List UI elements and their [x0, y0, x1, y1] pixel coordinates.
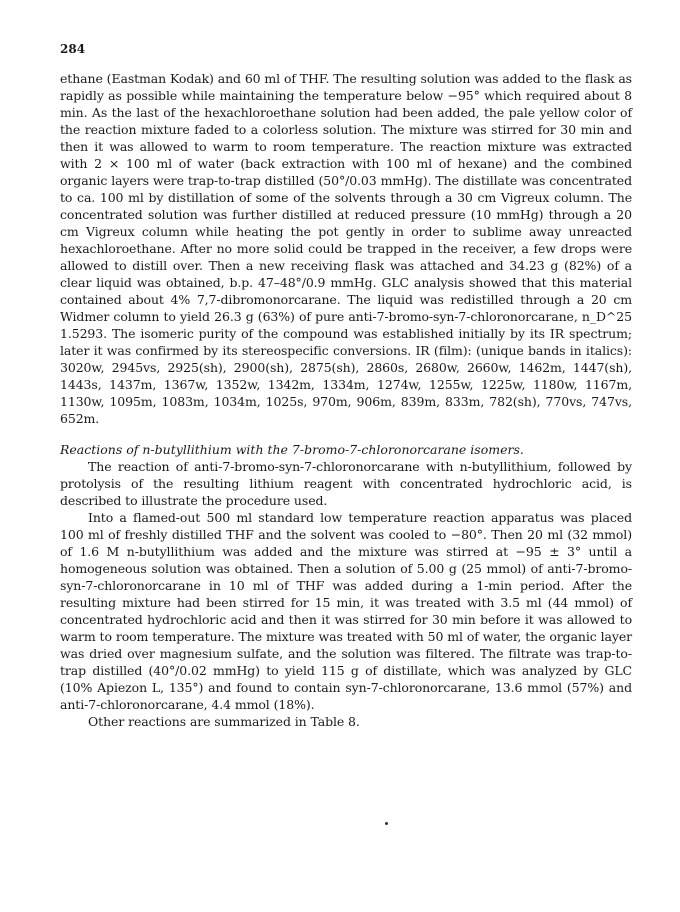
experimental-paragraph-3: Into a flamed-out 500 ml standard low temperature reaction apparatus was placed 100 ml of freshly distilled THF and the solvent was cooled to −80°. Then 20 ml (32 mmol) of 1.6 M n-butyllithium was added and the mixture was stirred at −95 ± 3° until a homogeneous solution was obtained. Then a solution of 5.00 g (25 mmol) of anti-7-bromo-syn-7-chloronorcarane in 10 ml of THF was added during a 1-min period. After the resulting mixture had been stirred for 15 min, it was treated with 3.5 ml (44 mmol) of concentrated hydrochloric acid and then it was stirred for 30 min before it was allowed to warm to room temperature. The mixture was treated with 50 ml of water, the organic layer was dried over magnesium sulfate, and the solution was filtered. The filtrate was trap-to-trap distilled (40°/0.02 mmHg) to yield 115 g of distillate, which was analyzed by GLC (10% Apiezon L, 135°) and found to contain syn-7-chloronorcarane, 13.6 mmol (57%) and anti-7-chloronorcarane, 4.4 mmol (18%).	[60, 510, 632, 712]
stray-mark	[385, 822, 388, 825]
experimental-paragraph-4: Other reactions are summarized in Table 8.	[88, 714, 360, 729]
page-body	[60, 70, 632, 730]
experimental-paragraph-2: The reaction of anti-7-bromo-syn-7-chloronorcarane with n-butyllithium, followed by protolysis of the resulting lithium reagent with concentrated hydrochloric acid, is described to illustrate the procedure used.	[60, 459, 632, 508]
section-heading: Reactions of n-butyllithium with the 7-bromo-7-chloronorcarane isomers.	[60, 442, 524, 457]
experimental-paragraph-1: ethane (Eastman Kodak) and 60 ml of THF. The resulting solution was added to the flask as rapidly as possible while maintaining the temperature below −95° which required about 8 min. As the last of the hexachloroethane solution had been added, the pale yellow color of the reaction mixture faded to a colorless solution. The mixture was stirred for 30 min and then it was allowed to warm to room temperature. The reaction mixture was extracted with 2 × 100 ml of water (back extraction with 100 ml of hexane) and the combined organic layers were trap-to-trap distilled (50°/0.03 mmHg). The distillate was concentrated to ca. 100 ml by distillation of some of the solvents through a 30 cm Vigreux column. The concentrated solution was further distilled at reduced pressure (10 mmHg) through a 20 cm Vigreux column while heating the pot gently in order to sublime away unreacted hexachloroethane. After no more solid could be trapped in the receiver, a few drops were allowed to distill over. Then a new receiving flask was attached and 34.23 g (82%) of a clear liquid was obtained, b.p. 47–48°/0.9 mmHg. GLC analysis showed that this material contained about 4% 7,7-dibromonorcarane. The liquid was redistilled through a 20 cm Widmer column to yield 26.3 g (63%) of pure anti-7-bromo-syn-7-chloronorcarane, n_D^25 1.5293. The isomeric purity of the compound was established initially by its IR spectrum; later it was confirmed by its stereospecific conversions. IR (film): (unique bands in italics): 3020w, 2945vs, 2925(sh), 2900(sh), 2875(sh), 2860s, 2680w, 2660w, 1462m, 1447(sh), 1443s, 1437m, 1367w, 1352w, 1342m, 1334m, 1274w, 1255w, 1225w, 1180w, 1167m, 1130w, 1095m, 1083m, 1034m, 1025s, 970m, 906m, 839m, 833m, 782(sh), 770vs, 747vs, 652m.	[60, 71, 632, 426]
page-number: 284	[60, 42, 86, 56]
